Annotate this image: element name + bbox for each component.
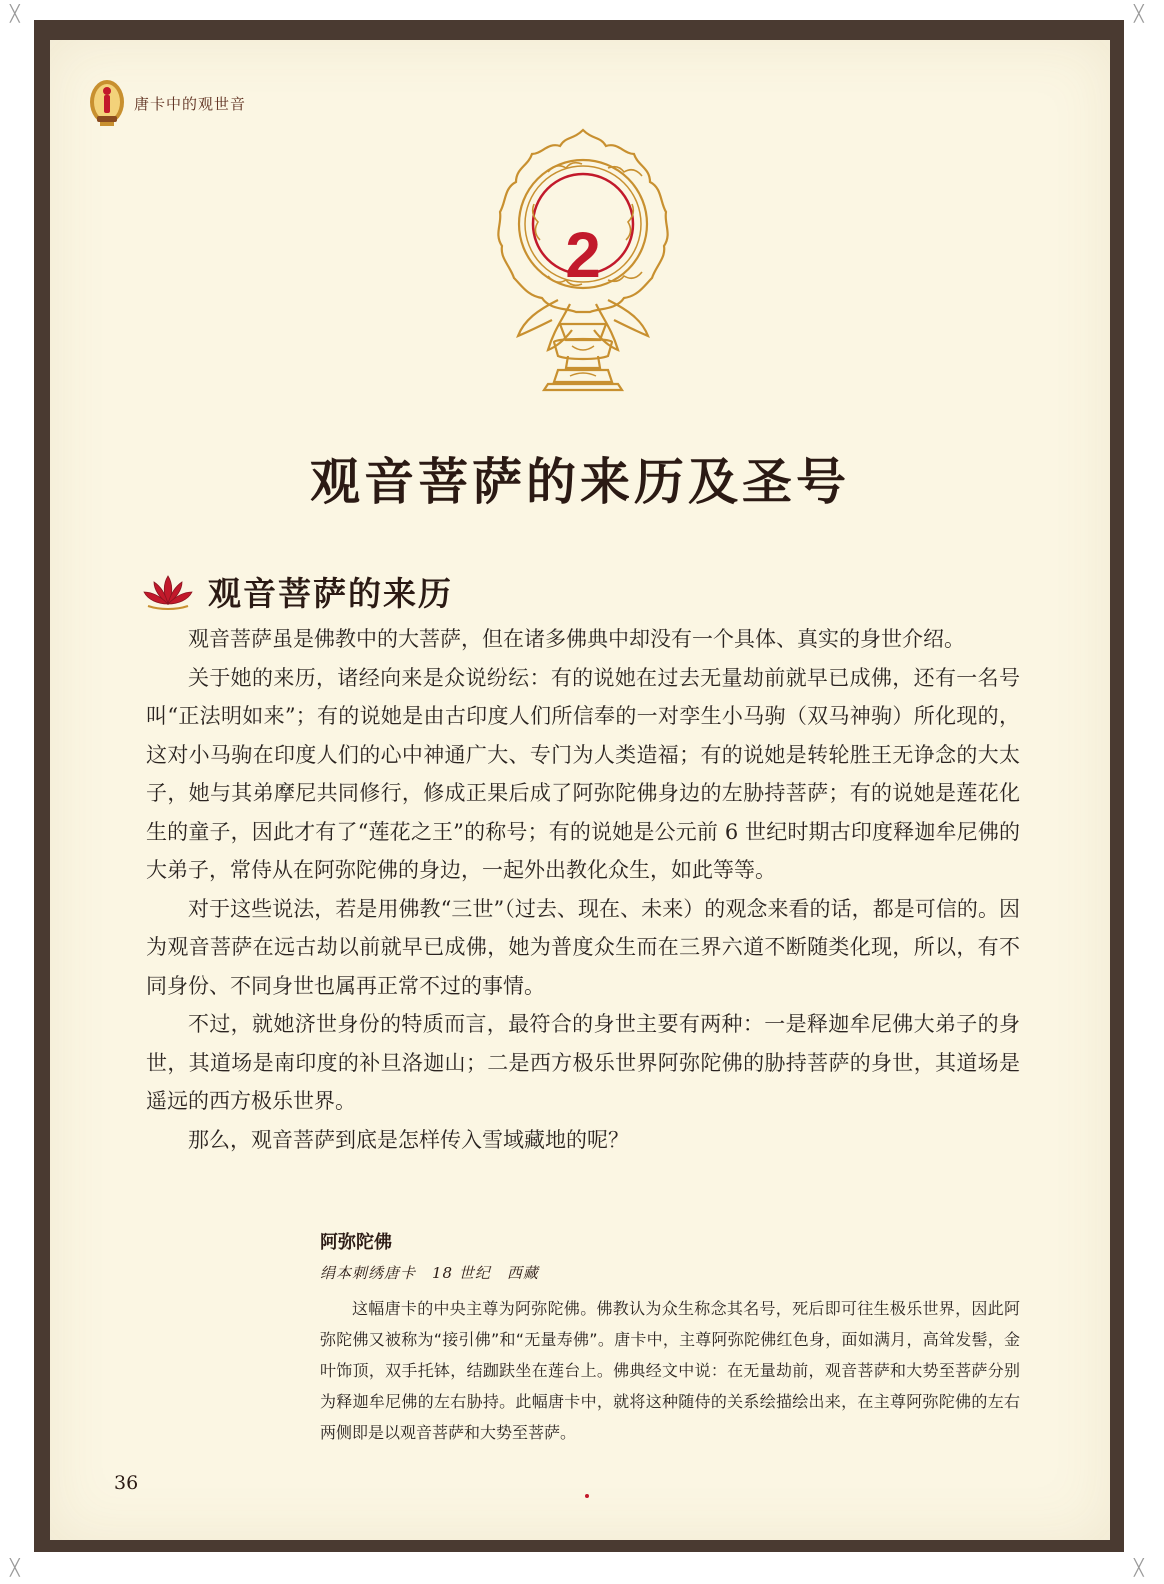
section-heading bbox=[142, 568, 453, 615]
body-paragraph: 对于这些说法，若是用佛教“三世”（过去、现在、未来）的观念来看的话，都是可信的。因为观音菩萨在远古劫以前就早已成佛，她为普度众生而在三界六道不断随类化现，所以，有不同身份、不同身世也属再正常不过的事情。 bbox=[146, 896, 1020, 998]
header-title: 唐卡中的观世音 bbox=[134, 94, 247, 113]
lotus-icon bbox=[142, 572, 194, 612]
caption-body bbox=[320, 1293, 1020, 1448]
body-text bbox=[146, 620, 1020, 1159]
corner-mark-tl: ╳ bbox=[10, 4, 20, 23]
page-number: 36 bbox=[114, 1472, 139, 1494]
body-paragraph: 那么，观音菩萨到底是怎样传入雪域藏地的呢？ bbox=[188, 1127, 629, 1152]
print-dot bbox=[585, 1494, 589, 1498]
running-header bbox=[88, 78, 246, 128]
book-page bbox=[50, 40, 1110, 1540]
corner-mark-tr: ╳ bbox=[1134, 4, 1144, 23]
avalokiteshvara-figure-icon bbox=[88, 78, 126, 128]
chapter-title: 观音菩萨的来历及圣号 bbox=[310, 452, 850, 511]
chapter-number: 2 bbox=[565, 219, 601, 291]
image-caption bbox=[320, 1228, 1020, 1448]
body-paragraph: 关于她的来历，诸经向来是众说纷纭：有的说她在过去无量劫前就早已成佛，还有一名号叫“正法明如来”；有的说她是由古印度人们所信奉的一对孪生小马驹（双马神驹）所化现的，这对小马驹在印度人们的心中神通广大、专门为人类造福；有的说她是转轮胜王无诤念的大太子，她与其弟摩尼共同修行，修成正果后成了阿弥陀佛身边的左胁持菩萨；有的说她是莲花化生的童子，因此才有了“莲花之王”的称号；有的说她是公元前 6 世纪时期古印度释迦牟尼佛的大弟子，常侍从在阿弥陀佛的身边，一起外出教化众生，如此等等。 bbox=[146, 665, 1020, 882]
body-paragraph: 观音菩萨虽是佛教中的大菩萨，但在诸多佛典中却没有一个具体、真实的身世介绍。 bbox=[188, 627, 965, 651]
chapter-medallion bbox=[488, 124, 678, 396]
section-title: 观音菩萨的来历 bbox=[208, 574, 453, 613]
caption-title: 阿弥陀佛 bbox=[320, 1232, 392, 1253]
caption-meta: 绢本刺绣唐卡 18 世纪 西藏 bbox=[320, 1264, 539, 1282]
caption-text: 这幅唐卡的中央主尊为阿弥陀佛。佛教认为众生称念其名号，死后即可往生极乐世界，因此阿弥陀佛又被称为“接引佛”和“无量寿佛”。唐卡中，主尊阿弥陀佛红色身，面如满月，高耸发髻，金叶饰顶，双手托钵，结跏趺坐在莲台上。佛典经文中说：在无量劫前，观音菩萨和大势至菩萨分别为释迦牟尼佛的左右胁持。此幅唐卡中，就将这种随侍的关系绘描绘出来，在主尊阿弥陀佛的左右两侧即是以观音菩萨和大势至菩萨。 bbox=[320, 1299, 1020, 1442]
corner-mark-bl: ╳ bbox=[10, 1558, 20, 1577]
corner-mark-br: ╳ bbox=[1134, 1558, 1144, 1577]
body-paragraph: 不过，就她济世身份的特质而言，最符合的身世主要有两种：一是释迦牟尼佛大弟子的身世，其道场是南印度的补旦洛迦山；二是西方极乐世界阿弥陀佛的胁持菩萨的身世，其道场是遥远的西方极乐世界。 bbox=[146, 1012, 1020, 1113]
